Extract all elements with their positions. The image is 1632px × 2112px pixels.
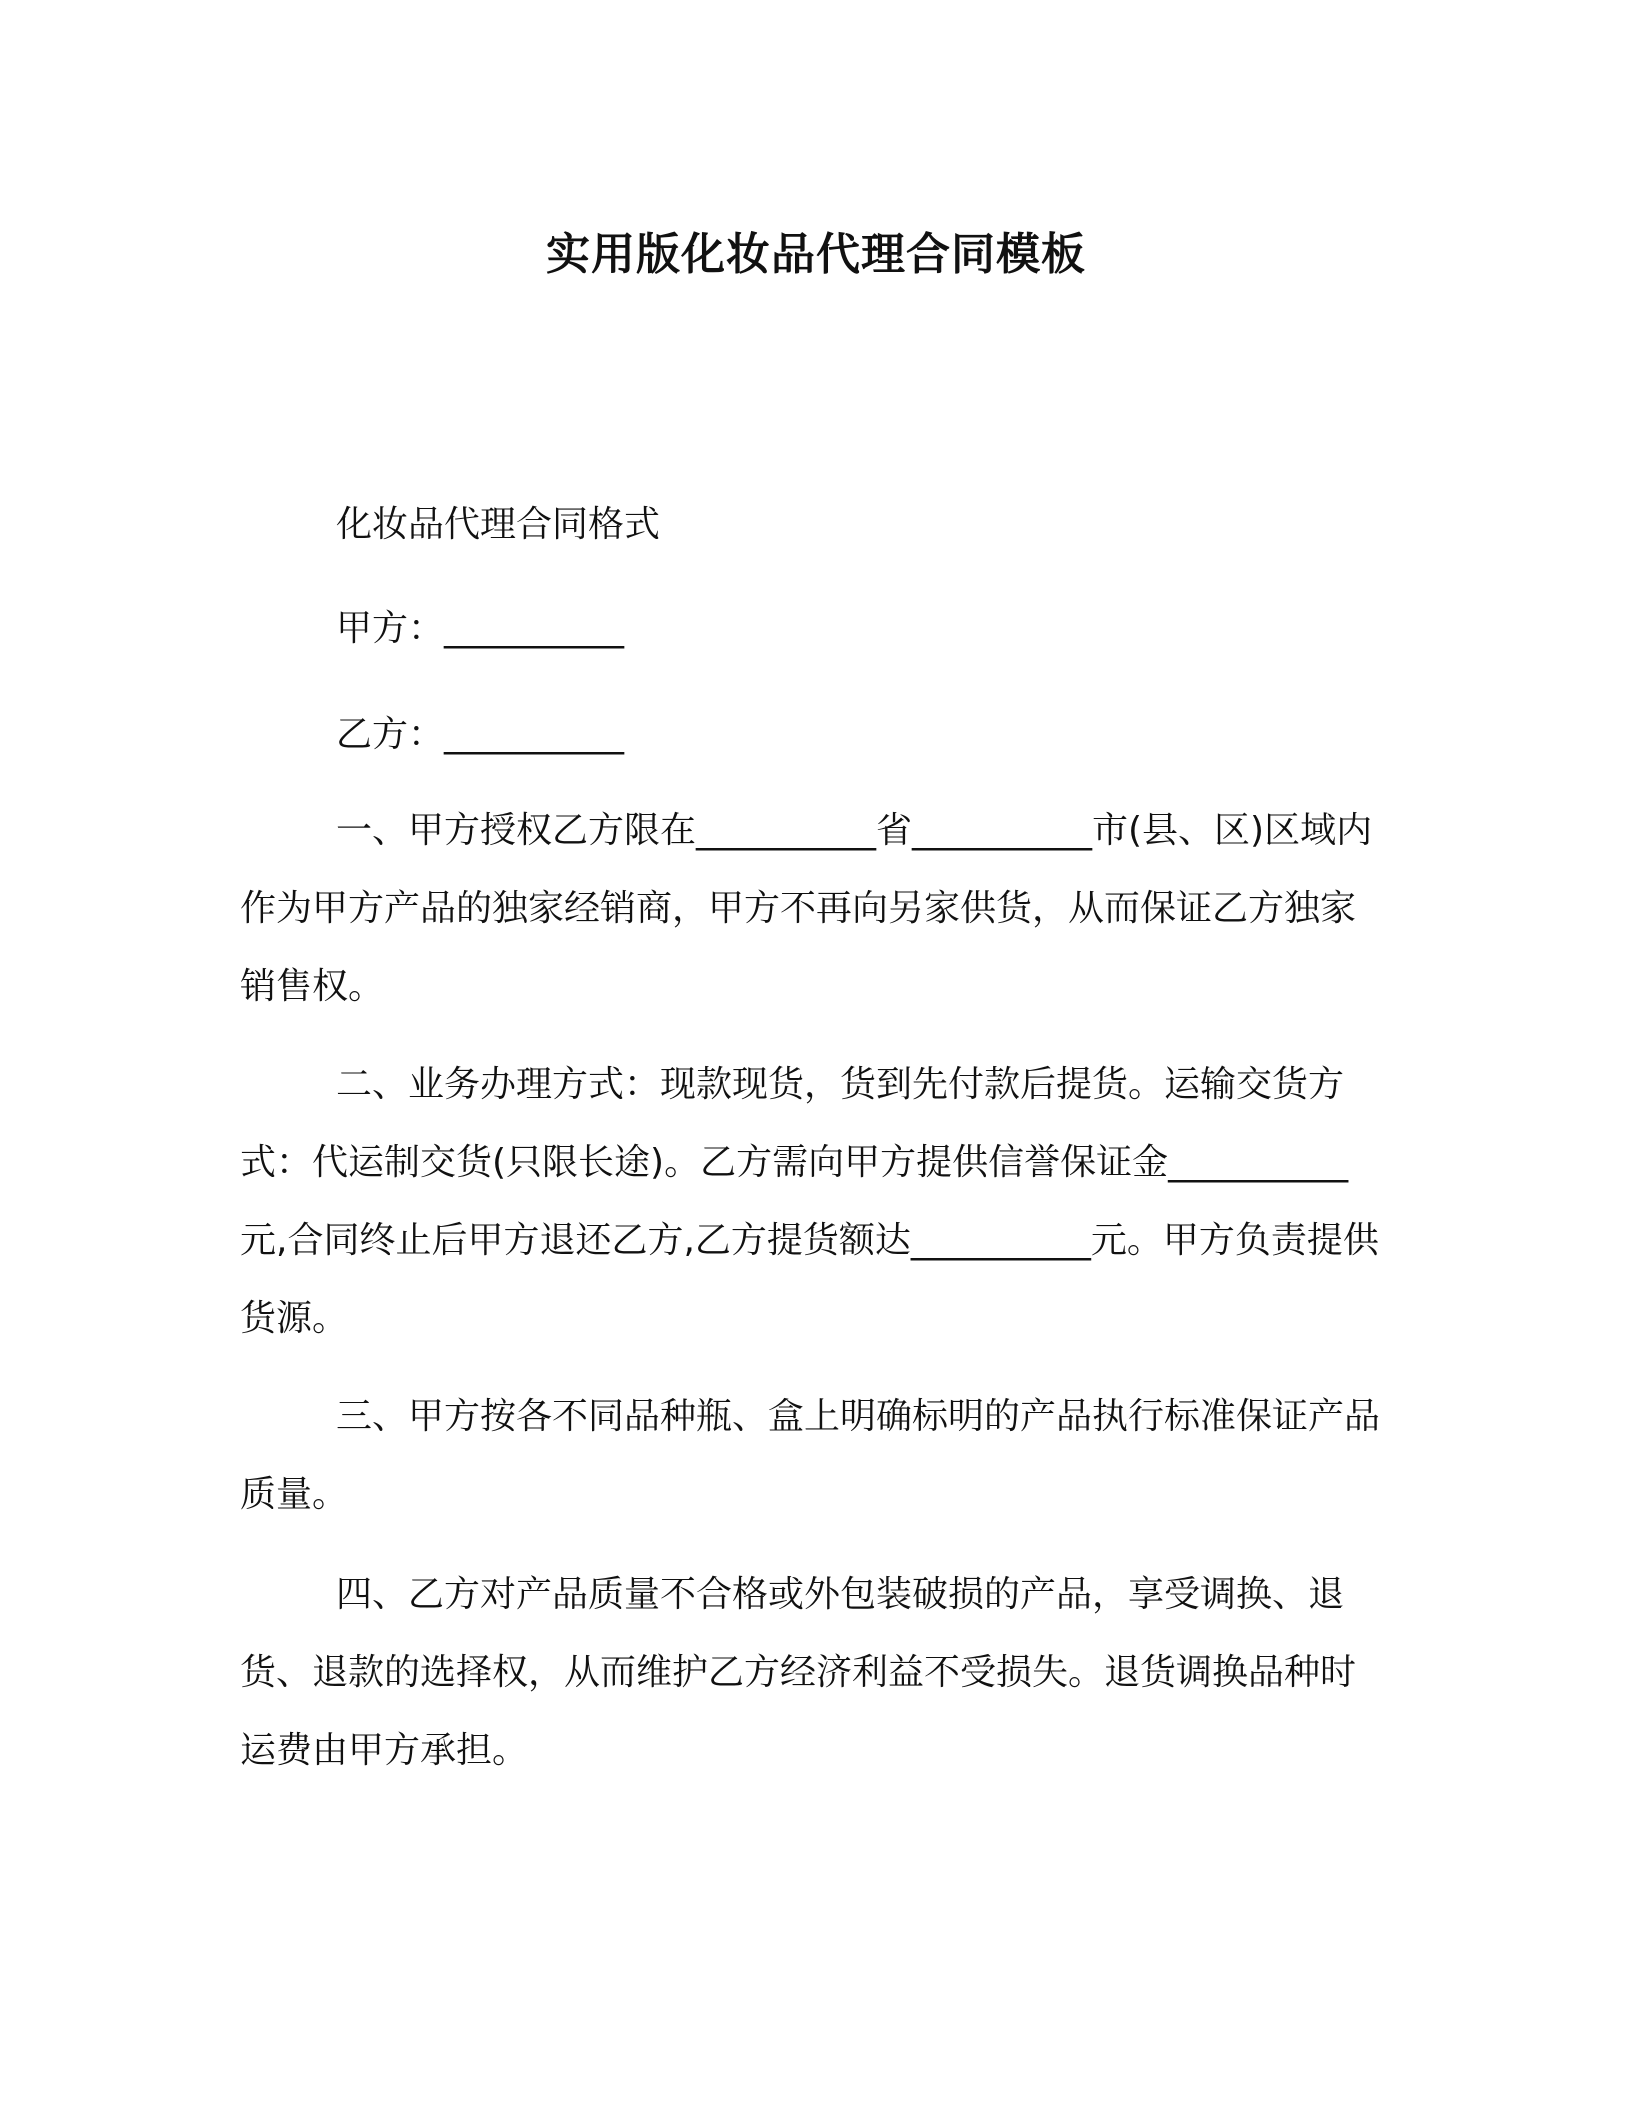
party-a-line: 甲方：__________ [336, 608, 625, 649]
contract-format-heading: 化妆品代理合同格式 [336, 504, 661, 545]
clause-1: 一、甲方授权乙方限在__________省__________市(县、区)区域内作为甲方产品的独家经销商，甲方不再向另家供货，从而保证乙方独家销售权。 [240, 810, 1373, 1007]
clause-4: 四、乙方对产品质量不合格或外包装破损的产品，享受调换、退货、退款的选择权，从而维护乙方经济利益不受损失。退货调换品种时运费由甲方承担。 [240, 1574, 1357, 1771]
party-b-line: 乙方：__________ [336, 714, 625, 755]
clause-2: 二、业务办理方式：现款现货，货到先付款后提货。运输交货方式：代运制交货(只限长途)。乙方需向甲方提供信誉保证金__________元,合同终止后甲方退还乙方,乙方提货额达__________元。甲方负责提供货源。 [240, 1064, 1379, 1339]
clause-3: 三、甲方按各不同品种瓶、盒上明确标明的产品执行标准保证产品质量。 [240, 1396, 1381, 1515]
document-title: 实用版化妆品代理合同模板 [546, 229, 1086, 280]
